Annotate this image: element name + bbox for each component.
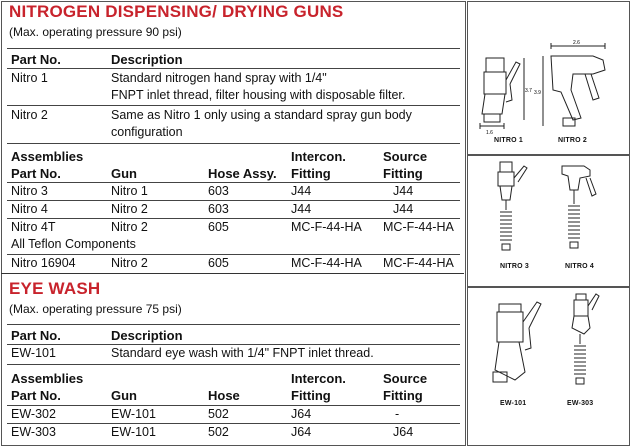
figure-caption-nitro-3: NITRO 3: [500, 263, 530, 270]
assembly-intercon-cell: J64: [291, 407, 312, 421]
assembly-intercon-cell: MC-F-44-HA: [291, 256, 362, 270]
divider: [7, 182, 460, 183]
assembly-part-cell: EW-303: [11, 425, 56, 439]
assembly-source-cell: J44: [393, 202, 414, 216]
assembly-source-cell: J64: [393, 425, 414, 439]
dim-top-label: 2.6: [573, 40, 580, 46]
assembly-source-cell: MC-F-44-HA: [383, 220, 454, 234]
header-gun: Gun: [111, 166, 137, 181]
divider: [7, 364, 460, 365]
header-gun: Gun: [111, 388, 137, 403]
ew-101-drawing: [485, 300, 555, 395]
header-part-no: Part No.: [11, 166, 61, 181]
header-source-fitting: Fitting: [383, 388, 423, 403]
nitrogen-pressure-note: (Max. operating pressure 90 psi): [9, 25, 182, 39]
divider: [7, 200, 460, 201]
assembly-gun-cell: Nitro 2: [111, 256, 148, 270]
divider: [7, 423, 460, 424]
description-cell: Standard eye wash with 1/4" FNPT inlet thread.: [111, 346, 374, 360]
divider: [7, 68, 460, 69]
assembly-gun-cell: Nitro 2: [111, 202, 148, 216]
divider: [7, 405, 460, 406]
divider: [7, 324, 460, 325]
header-intercon: Intercon.: [291, 371, 346, 386]
assembly-hose-cell: 605: [208, 220, 229, 234]
eyewash-section-title: EYE WASH: [9, 279, 101, 298]
dim-left-label: 3.7: [525, 88, 532, 94]
assembly-part-cell: Nitro 3: [11, 184, 48, 198]
header-description: Description: [111, 328, 183, 343]
assembly-gun-cell: EW-101: [111, 407, 156, 421]
assembly-intercon-cell: J64: [291, 425, 312, 439]
part-no-cell: EW-101: [11, 346, 56, 360]
header-assemblies: Assemblies: [11, 149, 84, 164]
part-no-cell: Nitro 2: [11, 108, 48, 122]
header-part-no: Part No.: [11, 52, 61, 67]
header-intercon-fitting: Fitting: [291, 388, 331, 403]
eyewash-pressure-note: (Max. operating pressure 75 psi): [9, 302, 182, 316]
ew-303-drawing: [562, 292, 612, 392]
header-source: Source: [383, 149, 428, 164]
assembly-source-cell: J44: [393, 184, 414, 198]
assembly-intercon-cell: J44: [291, 184, 312, 198]
header-part-no: Part No.: [11, 328, 61, 343]
assembly-intercon-cell: J44: [291, 202, 312, 216]
header-hose-assy: Hose Assy.: [208, 166, 277, 181]
figure-caption-nitro-2: NITRO 2: [558, 137, 588, 144]
divider: [7, 48, 460, 49]
teflon-note: All Teflon Components: [11, 237, 136, 251]
description-cell: Standard nitrogen hand spray with 1/4": [111, 71, 327, 85]
assembly-hose-cell: 603: [208, 184, 229, 198]
figure-caption-ew-101: EW-101: [500, 400, 527, 407]
nitro-2-drawing: [533, 40, 625, 132]
assembly-intercon-cell: MC-F-44-HA: [291, 220, 362, 234]
assembly-hose-cell: 502: [208, 425, 229, 439]
section-divider: [1, 273, 464, 274]
assembly-source-cell: -: [395, 407, 400, 421]
divider: [7, 344, 460, 345]
dim-right-label: 3.9: [534, 90, 541, 96]
description-cell: FNPT inlet thread, filter housing with disposable filter.: [111, 88, 406, 102]
figure-caption-ew-303: EW-303: [567, 400, 594, 407]
nitro-3-drawing: [486, 160, 536, 260]
divider: [7, 105, 460, 106]
header-part-no: Part No.: [11, 388, 61, 403]
nitro-4-drawing: [556, 160, 606, 260]
header-source: Source: [383, 371, 428, 386]
header-intercon-fitting: Fitting: [291, 166, 331, 181]
divider: [7, 254, 460, 255]
dim-bottom-label: 1.6: [486, 130, 493, 135]
assembly-hose-cell: 603: [208, 202, 229, 216]
figure-caption-nitro-1: NITRO 1: [494, 137, 524, 144]
assembly-hose-cell: 502: [208, 407, 229, 421]
header-source-fitting: Fitting: [383, 166, 423, 181]
description-cell: Same as Nitro 1 only using a standard spray gun body: [111, 108, 412, 122]
assembly-part-cell: Nitro 4: [11, 202, 48, 216]
header-description: Description: [111, 52, 183, 67]
nitrogen-section-title: NITROGEN DISPENSING/ DRYING GUNS: [9, 2, 344, 21]
assembly-source-cell: MC-F-44-HA: [383, 256, 454, 270]
header-intercon: Intercon.: [291, 149, 346, 164]
header-hose: Hose: [208, 388, 240, 403]
divider: [7, 143, 460, 144]
divider: [7, 218, 460, 219]
assembly-gun-cell: Nitro 1: [111, 184, 148, 198]
assembly-part-cell: Nitro 4T: [11, 220, 56, 234]
assembly-part-cell: EW-302: [11, 407, 56, 421]
description-cell: configuration: [111, 125, 183, 139]
assembly-gun-cell: Nitro 2: [111, 220, 148, 234]
figure-caption-nitro-4: NITRO 4: [565, 263, 595, 270]
assembly-gun-cell: EW-101: [111, 425, 156, 439]
assembly-hose-cell: 605: [208, 256, 229, 270]
assembly-part-cell: Nitro 16904: [11, 256, 76, 270]
nitro-1-drawing: [472, 50, 532, 135]
header-assemblies: Assemblies: [11, 371, 84, 386]
part-no-cell: Nitro 1: [11, 71, 48, 85]
